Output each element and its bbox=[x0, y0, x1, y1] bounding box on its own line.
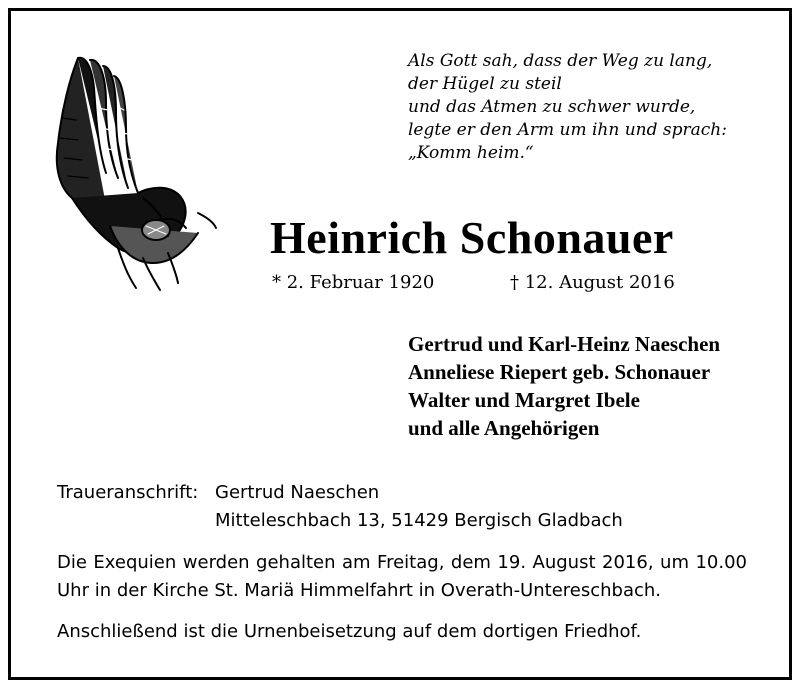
poem-line: Als Gott sah, dass der Weg zu lang, bbox=[408, 51, 713, 71]
mourner-line: Gertrud und Karl-Heinz Naeschen bbox=[408, 332, 721, 356]
birth-date: * 2. Februar 1920 bbox=[272, 272, 435, 293]
poem-line: legte er den Arm um ihn und sprach: bbox=[408, 120, 727, 140]
poem-line: „Komm heim.“ bbox=[408, 143, 534, 163]
mourner-line: Walter und Margret Ibele bbox=[408, 388, 640, 412]
praying-hands-icon bbox=[48, 48, 218, 293]
mourner-line: Anneliese Riepert geb. Schonauer bbox=[408, 360, 711, 384]
death-date: † 12. August 2016 bbox=[510, 272, 675, 293]
mourners-list bbox=[408, 330, 720, 442]
deceased-name: Heinrich Schonauer bbox=[270, 212, 674, 263]
poem-line: und das Atmen zu schwer wurde, bbox=[408, 97, 696, 117]
mourner-line: und alle Angehörigen bbox=[408, 416, 600, 440]
service-text: Die Exequien werden gehalten am Freitag, dem 19. August 2016, um 10.00 Uhr in der Kirche St. Mariä Himmelfahrt in Overath-Untereschbach. bbox=[57, 552, 747, 601]
poem-line: der Hügel zu steil bbox=[408, 74, 562, 94]
poem bbox=[408, 50, 778, 165]
address-block bbox=[215, 479, 623, 535]
address-label: Traueranschrift: bbox=[57, 482, 199, 503]
address-line-1: Gertrud Naeschen bbox=[215, 482, 380, 503]
address-line-2: Mitteleschbach 13, 51429 Bergisch Gladbach bbox=[215, 510, 623, 531]
closing-text: Anschließend ist die Urnenbeisetzung auf dem dortigen Friedhof. bbox=[57, 621, 642, 642]
